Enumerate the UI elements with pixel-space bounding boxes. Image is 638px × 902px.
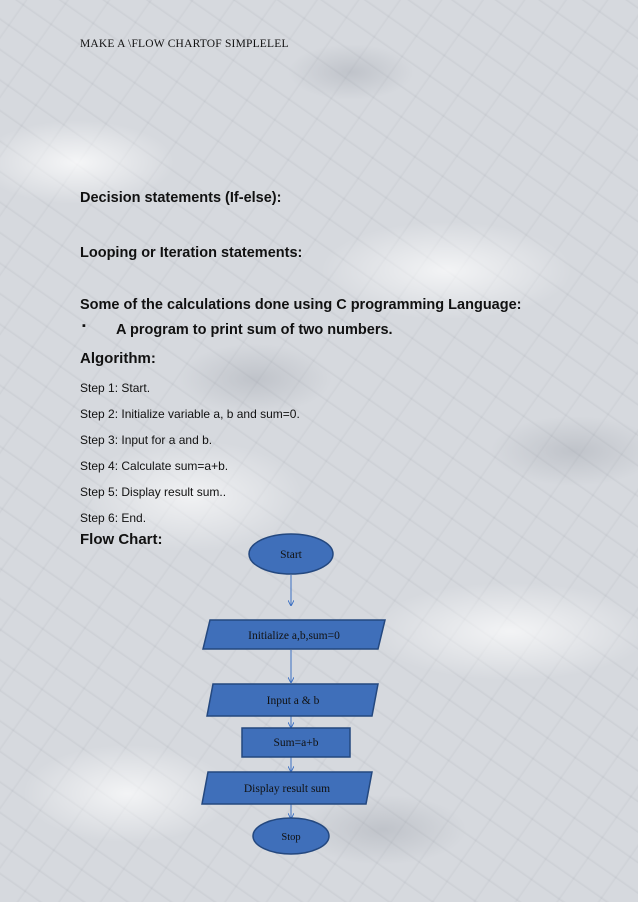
- heading-looping-statements: Looping or Iteration statements:: [80, 245, 303, 261]
- algorithm-heading: Algorithm:: [80, 350, 156, 367]
- algorithm-step-1: Step 1: Start.: [80, 381, 151, 395]
- algorithm-step-5: Step 5: Display result sum..: [80, 485, 227, 499]
- start-label: Start: [280, 549, 302, 561]
- bullet-square-icon: ▪: [82, 320, 86, 332]
- algorithm-step-4: Step 4: Calculate sum=a+b.: [80, 459, 229, 473]
- page-header: MAKE A \FLOW CHARTOF SIMPLELEL: [80, 38, 289, 50]
- algorithm-step-3: Step 3: Input for a and b.: [80, 433, 213, 447]
- display-label: Display result sum: [243, 783, 331, 795]
- flowchart-heading: Flow Chart:: [80, 531, 163, 548]
- calc-label: Sum=a+b: [273, 737, 319, 749]
- heading-calculations: Some of the calculations done using C programming Language:: [80, 297, 522, 313]
- stop-label: Stop: [281, 832, 301, 843]
- heading-decision-statements: Decision statements (If-else):: [80, 190, 282, 206]
- algorithm-step-2: Step 2: Initialize variable a, b and sum=0.: [80, 407, 300, 421]
- program-title: A program to print sum of two numbers.: [116, 322, 393, 338]
- init-label: Initialize a,b,sum=0: [248, 630, 340, 642]
- algorithm-step-6: Step 6: End.: [80, 511, 147, 525]
- input-label: Input a & b: [266, 695, 320, 707]
